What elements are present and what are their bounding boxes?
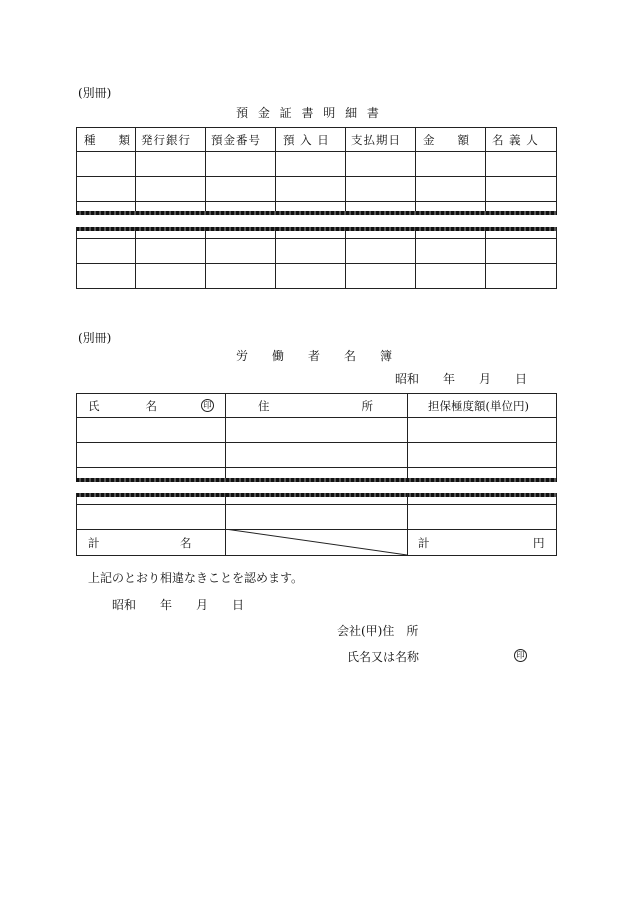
seal-icon: 印	[201, 399, 214, 412]
total-amount-label: 計 円	[418, 536, 545, 550]
company-name-label: 氏名又は名称	[347, 650, 420, 664]
header-max-collateral: 担保極度額(単位円)	[428, 399, 529, 413]
company-address-label: 会社(甲)住 所	[337, 624, 419, 638]
roster-date-line: 昭和 年 月 日	[395, 372, 528, 386]
header-account-holder: 名 義 人	[492, 133, 539, 147]
table-break-band	[76, 211, 557, 215]
header-issuing-bank: 発行銀行	[141, 133, 191, 147]
header-type: 種 類	[84, 133, 130, 147]
header-deposit-number: 預金番号	[211, 133, 261, 147]
total-count-label: 計 名	[88, 536, 192, 550]
header-worker-name: 氏 名	[88, 399, 157, 413]
worker-roster-title: 労 働 者 名 簿	[236, 349, 393, 363]
header-amount: 金 額	[423, 133, 469, 147]
header-deposit-date: 預 入 日	[283, 133, 330, 147]
header-worker-address: 住 所	[258, 399, 373, 413]
company-seal-icon: 印	[514, 649, 527, 662]
header-due-date: 支払期日	[351, 133, 401, 147]
confirmation-date: 昭和 年 月 日	[112, 598, 245, 612]
annex-label-1: (別冊)	[78, 86, 112, 100]
table-break-band	[76, 493, 557, 497]
table-break-band	[76, 478, 557, 482]
total-row-diagonal	[225, 529, 408, 556]
annex-label-2: (別冊)	[78, 331, 112, 345]
confirmation-statement: 上記のとおり相違なきことを認めます。	[88, 571, 304, 585]
deposit-certificate-title: 預 金 証 書 明 細 書	[236, 106, 382, 120]
